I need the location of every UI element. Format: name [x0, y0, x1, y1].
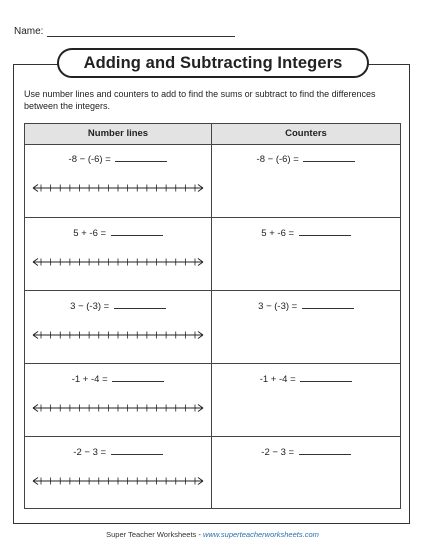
- number-line[interactable]: [32, 402, 204, 414]
- table-row: [25, 436, 400, 509]
- table-header: [25, 124, 400, 145]
- table-row: [25, 290, 400, 364]
- answer-blank[interactable]: [114, 299, 166, 309]
- footer-url[interactable]: www.superteacherworksheets.com: [202, 530, 319, 539]
- number-line[interactable]: [32, 475, 204, 487]
- answer-blank[interactable]: [303, 152, 355, 162]
- problem-expression: [212, 372, 400, 385]
- table-row: [25, 144, 400, 217]
- table-row: [25, 363, 400, 437]
- problem-expression: [25, 299, 211, 312]
- problem-expression: [25, 445, 211, 458]
- footer: [0, 530, 425, 539]
- number-line[interactable]: [32, 182, 204, 194]
- number-line-cell: [25, 291, 212, 364]
- problem-text: 5 + -6 =: [73, 228, 107, 239]
- problem-expression: [212, 445, 400, 458]
- footer-separator: -: [198, 530, 201, 539]
- name-label: Name:: [14, 26, 44, 37]
- table-row: [25, 217, 400, 291]
- problem-expression: [25, 372, 211, 385]
- number-line-cell: [25, 364, 212, 437]
- answer-blank[interactable]: [111, 226, 163, 236]
- problem-text: 3 − (-3) =: [70, 301, 110, 312]
- answer-blank[interactable]: [300, 372, 352, 382]
- counters-cell[interactable]: [212, 437, 400, 509]
- counters-cell[interactable]: [212, 144, 400, 217]
- problem-text: 5 + -6 =: [261, 228, 295, 239]
- number-line-cell: [25, 144, 212, 217]
- name-row: [14, 26, 235, 37]
- answer-blank[interactable]: [112, 372, 164, 382]
- counters-cell[interactable]: [212, 291, 400, 364]
- instructions-text: Use number lines and counters to add to find the sums or subtract to find the differences between the integers.: [24, 89, 376, 111]
- number-line-cell: [25, 218, 212, 291]
- problem-text: -8 − (-6) =: [256, 154, 299, 165]
- problem-text: -2 − 3 =: [261, 447, 295, 458]
- answer-blank[interactable]: [115, 152, 167, 162]
- footer-brand: Super Teacher Worksheets: [106, 530, 197, 539]
- problem-text: 3 − (-3) =: [258, 301, 298, 312]
- counters-cell[interactable]: [212, 218, 400, 291]
- worksheet-title: Adding and Subtracting Integers: [57, 48, 369, 78]
- problem-text: -2 − 3 =: [73, 447, 107, 458]
- column-header-counters: Counters: [285, 128, 327, 139]
- problem-expression: [212, 226, 400, 239]
- problem-expression: [25, 226, 211, 239]
- problem-text: -8 − (-6) =: [68, 154, 111, 165]
- problem-expression: [212, 152, 400, 165]
- problem-expression: [212, 299, 400, 312]
- number-line-cell: [25, 437, 212, 509]
- number-line[interactable]: [32, 329, 204, 341]
- column-header-number-lines: Number lines: [25, 124, 212, 144]
- counters-cell[interactable]: [212, 364, 400, 437]
- problem-text: -1 + -4 =: [71, 374, 108, 385]
- problem-expression: [25, 152, 211, 165]
- answer-blank[interactable]: [111, 445, 163, 455]
- problem-text: -1 + -4 =: [259, 374, 296, 385]
- number-line[interactable]: [32, 256, 204, 268]
- answer-blank[interactable]: [299, 226, 351, 236]
- answer-blank[interactable]: [302, 299, 354, 309]
- problem-table: [24, 123, 401, 509]
- answer-blank[interactable]: [299, 445, 351, 455]
- name-input-line[interactable]: [47, 26, 235, 37]
